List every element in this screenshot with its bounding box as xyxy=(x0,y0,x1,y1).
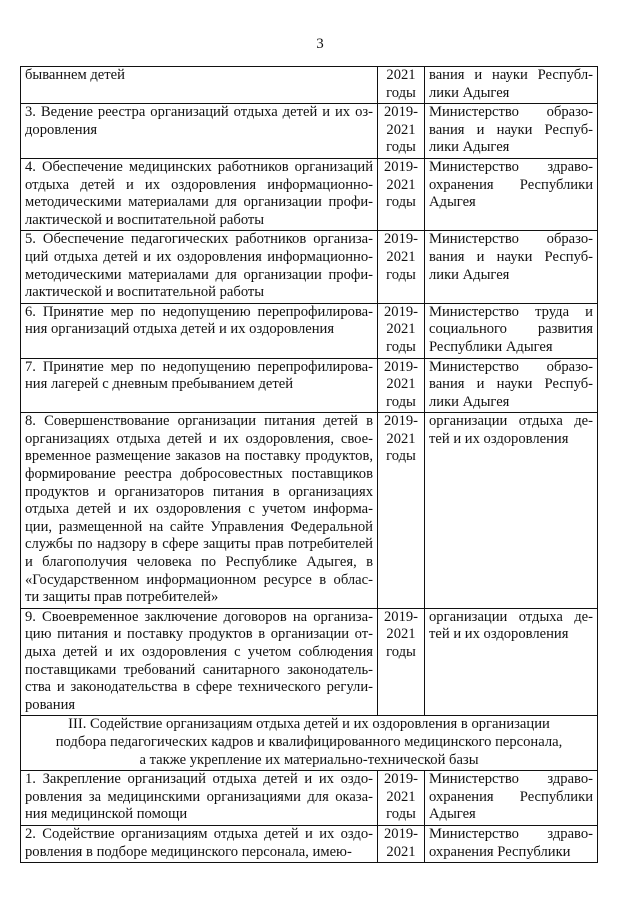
text-line: 2019- xyxy=(383,825,419,842)
task-cell xyxy=(21,104,378,159)
text-line: охранения Республики xyxy=(429,788,593,805)
table-row xyxy=(21,231,598,303)
text-line: 2019- xyxy=(383,104,419,121)
text-line: 2019- xyxy=(383,358,419,375)
text-line: лики Адыгея xyxy=(429,139,510,156)
text-line: 4. Обеспечение медицинских работников организаций xyxy=(25,158,373,175)
text-line: лики Адыгея xyxy=(429,266,510,283)
text-line: Адыгея xyxy=(429,194,476,211)
term-cell xyxy=(378,67,425,104)
term-cell xyxy=(378,825,425,862)
text-line: социального развития xyxy=(429,321,593,338)
task-cell xyxy=(21,608,378,716)
term-cell xyxy=(378,158,425,230)
responsible-cell xyxy=(425,231,598,303)
text-line: 2021 xyxy=(386,248,416,265)
text-line: годы xyxy=(386,139,416,156)
text-line: подбора педагогических кадров и квалифицированного медицинского персонала, xyxy=(55,733,563,750)
table-row xyxy=(21,104,598,159)
text-line: 2019- xyxy=(383,771,419,788)
text-line: ции, размещенной на сайте Управления Федеральной xyxy=(25,518,373,535)
text-line: вания и науки Республ- xyxy=(429,67,593,83)
text-line: 2019- xyxy=(383,158,419,175)
task-cell xyxy=(21,303,378,358)
text-line: отдыха детей и их оздоровления с учетом информа- xyxy=(25,501,373,518)
task-cell xyxy=(21,67,378,104)
responsible-cell xyxy=(425,303,598,358)
text-line: Республики Адыгея xyxy=(429,338,553,355)
term-cell xyxy=(378,413,425,609)
text-line: годы xyxy=(386,194,416,211)
text-line: III. Содействие организациям отдыха детей и их оздоровления в организации xyxy=(68,716,550,733)
text-line: Министерство образо- xyxy=(429,231,593,248)
text-line: 2. Содействие организациям отдыха детей и их оздо- xyxy=(25,825,373,842)
term-cell xyxy=(378,608,425,716)
text-line: Министерство труда и xyxy=(429,303,593,320)
text-line: вания и науки Респуб- xyxy=(429,376,593,393)
text-line: ния лагерей с дневным пребыванием детей xyxy=(25,376,294,393)
measures-table xyxy=(20,66,598,863)
task-cell xyxy=(21,825,378,862)
table-row xyxy=(21,771,598,826)
text-line: 3. Ведение реестра организаций отдыха детей и их оз- xyxy=(25,104,373,121)
text-line: 2021 xyxy=(386,176,416,193)
text-line: отдыха детей и их оздоровления информационно- xyxy=(25,176,373,193)
text-line: лики Адыгея xyxy=(429,393,510,410)
text-line: годы xyxy=(386,806,416,823)
text-line: организации отдыха де- xyxy=(429,608,593,625)
text-line: лактической и воспитательной работы xyxy=(25,284,265,301)
text-line: 2021 xyxy=(386,67,416,83)
term-cell xyxy=(378,771,425,826)
table-row xyxy=(21,358,598,413)
text-line: временное размещение заказов на поставку продуктов, xyxy=(25,448,373,465)
text-line: организации отдыха де- xyxy=(429,413,593,430)
text-line: вания и науки Респуб- xyxy=(429,248,593,265)
text-line: годы xyxy=(386,393,416,410)
task-cell xyxy=(21,413,378,609)
text-line: 2019- xyxy=(383,608,419,625)
text-line: рования xyxy=(25,696,76,713)
text-line: охранения Республики xyxy=(429,843,571,860)
text-line: ния медицинской помощи xyxy=(25,806,188,823)
section-heading xyxy=(21,716,598,771)
text-line: годы xyxy=(386,84,416,101)
text-line: 2021 xyxy=(386,321,416,338)
text-line: поставщиками требований санитарного законодатель- xyxy=(25,661,373,678)
term-cell xyxy=(378,358,425,413)
responsible-cell xyxy=(425,825,598,862)
text-line: 6. Принятие мер по недопущению перепрофилирова- xyxy=(25,303,373,320)
text-line: 2019- xyxy=(383,303,419,320)
text-line: ти защиты прав потребителей» xyxy=(25,589,219,606)
text-line: вания и науки Респуб- xyxy=(429,121,593,138)
text-line: 2019- xyxy=(383,413,419,430)
text-line: Министерство здраво- xyxy=(429,825,593,842)
text-line: охранения Республики xyxy=(429,176,593,193)
text-line: 5. Обеспечение педагогических работников организа- xyxy=(25,231,373,248)
text-line: 2019- xyxy=(383,231,419,248)
text-line: лики Адыгея xyxy=(429,84,510,101)
responsible-cell xyxy=(425,771,598,826)
term-cell xyxy=(378,303,425,358)
text-line: службы по надзору в сфере защиты прав потребителей xyxy=(25,536,373,553)
text-line: 2021 xyxy=(386,121,416,138)
text-line: доровления xyxy=(25,121,98,138)
table-body xyxy=(21,67,598,863)
text-line: методическими материалами для организации профи- xyxy=(25,194,373,211)
text-line: и благополучия человека по Республике Адыгея, в xyxy=(25,554,373,571)
responsible-cell xyxy=(425,608,598,716)
text-line: годы xyxy=(386,644,416,660)
text-line: 7. Принятие мер по недопущению перепрофилирова- xyxy=(25,358,373,375)
text-line: цию питания и поставку продуктов в организации от- xyxy=(25,626,373,643)
text-line: 2021 xyxy=(386,376,416,393)
text-line: ства и законодательства в сфере технического регули- xyxy=(25,679,373,696)
term-cell xyxy=(378,104,425,159)
table-row xyxy=(21,608,598,716)
task-cell xyxy=(21,771,378,826)
task-cell xyxy=(21,158,378,230)
text-line: Министерство образо- xyxy=(429,104,593,121)
text-line: Министерство здраво- xyxy=(429,771,593,788)
responsible-cell xyxy=(425,67,598,104)
text-line: ния организаций отдыха детей и их оздоровления xyxy=(25,321,335,338)
text-line: продуктов и организаторов питания в организациях xyxy=(25,483,373,500)
task-cell xyxy=(21,358,378,413)
text-line: дыха детей и их оздоровления с учетом соблюдения xyxy=(25,644,373,660)
text-line: 2021 xyxy=(386,843,416,860)
text-line: годы xyxy=(386,338,416,355)
text-line: 8. Совершенствование организации питания детей в xyxy=(25,413,373,430)
text-line: формирование реестра добросовестных поставщиков xyxy=(25,466,373,483)
text-line: годы xyxy=(386,266,416,283)
text-line: ровления в подборе медицинского персонала, имею- xyxy=(25,843,352,860)
text-line: «Государственном информационном ресурсе в облас- xyxy=(25,571,373,588)
table-row xyxy=(21,825,598,862)
text-line: а также укрепление их материально-технической базы xyxy=(139,751,479,768)
text-line: организациях отдыха детей и их оздоровления, свое- xyxy=(25,430,373,447)
text-line: 2021 xyxy=(386,626,416,643)
text-line: тей и их оздоровления xyxy=(429,430,569,447)
responsible-cell xyxy=(425,104,598,159)
page-number: 3 xyxy=(316,36,324,52)
text-line: методическими материалами для организации профи- xyxy=(25,266,373,283)
text-line: 2021 xyxy=(386,430,416,447)
text-line: лактической и воспитательной работы xyxy=(25,211,265,228)
text-line: тей и их оздоровления xyxy=(429,626,569,643)
text-line: бываннем детей xyxy=(25,67,125,83)
text-line: 2021 xyxy=(386,788,416,805)
text-line: Адыгея xyxy=(429,806,476,823)
responsible-cell xyxy=(425,158,598,230)
table-row xyxy=(21,413,598,609)
responsible-cell xyxy=(425,413,598,609)
text-line: Министерство здраво- xyxy=(429,158,593,175)
table-row xyxy=(21,303,598,358)
table-row xyxy=(21,158,598,230)
responsible-cell xyxy=(425,358,598,413)
text-line: ций отдыха детей и их оздоровления информационно- xyxy=(25,248,373,265)
section-heading-row xyxy=(21,716,598,771)
text-line: Министерство образо- xyxy=(429,358,593,375)
text-line: ровления за медицинскими организациями для оказа- xyxy=(25,788,373,805)
table-row xyxy=(21,67,598,104)
text-line: годы xyxy=(386,448,416,465)
text-line: 1. Закрепление организаций отдыха детей и их оздо- xyxy=(25,771,373,788)
text-line: 9. Своевременное заключение договоров на организа- xyxy=(25,608,373,625)
task-cell xyxy=(21,231,378,303)
term-cell xyxy=(378,231,425,303)
